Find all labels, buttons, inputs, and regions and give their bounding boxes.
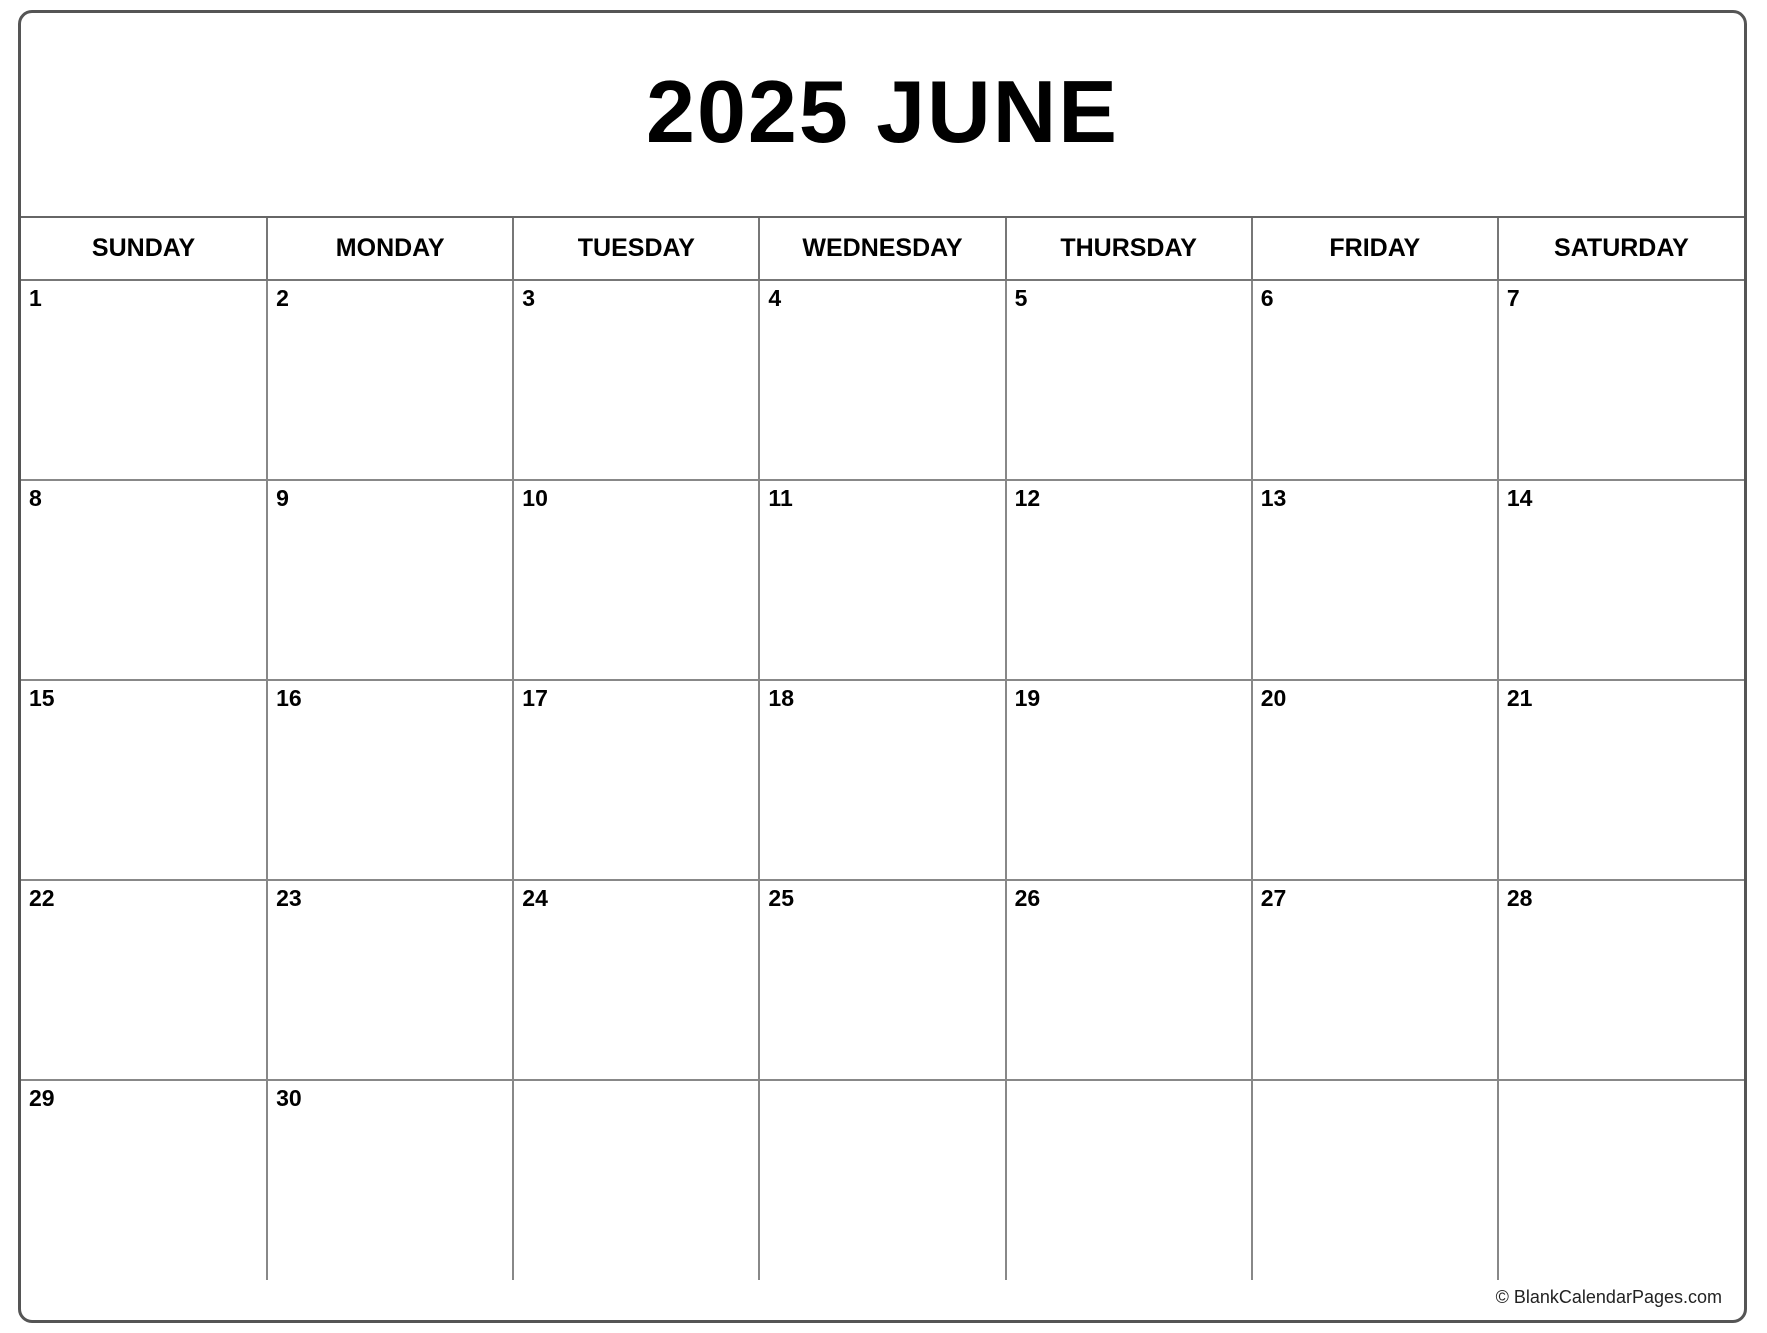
day-number: 24 (522, 885, 548, 911)
day-number: 17 (522, 685, 548, 711)
day-number: 9 (276, 485, 289, 511)
weekday-header-tuesday: TUESDAY (513, 218, 759, 280)
day-cell[interactable] (513, 480, 759, 680)
weekday-header-row (21, 218, 1744, 280)
day-cell[interactable] (759, 880, 1005, 1080)
calendar-title-bar (21, 13, 1744, 218)
day-cell[interactable] (1252, 680, 1498, 880)
day-number: 21 (1506, 685, 1533, 711)
weekday-header-wednesday: WEDNESDAY (759, 218, 1005, 280)
day-number: 14 (1506, 485, 1533, 511)
day-cell[interactable] (513, 880, 759, 1080)
day-number: 7 (1506, 285, 1520, 311)
day-cell[interactable] (1006, 680, 1252, 880)
calendar-grid (21, 218, 1744, 1280)
day-number: 8 (29, 485, 42, 511)
day-number: 19 (1014, 685, 1041, 711)
day-cell[interactable] (267, 280, 513, 480)
day-cell-empty[interactable] (1252, 1080, 1498, 1280)
weekday-header-sunday: SUNDAY (21, 218, 267, 280)
day-cell[interactable] (267, 480, 513, 680)
day-cell[interactable] (267, 880, 513, 1080)
day-number: 12 (1014, 485, 1041, 511)
day-cell[interactable] (1252, 280, 1498, 480)
day-number: 18 (768, 685, 795, 711)
weekday-header-saturday: SATURDAY (1498, 218, 1744, 280)
day-number: 11 (768, 485, 793, 511)
day-cell[interactable] (1498, 480, 1744, 680)
day-cell[interactable] (1498, 280, 1744, 480)
day-cell[interactable] (1498, 680, 1744, 880)
day-cell[interactable] (21, 480, 267, 680)
day-number: 16 (276, 685, 302, 711)
day-cell[interactable] (513, 680, 759, 880)
day-cell[interactable] (21, 680, 267, 880)
day-cell[interactable] (1252, 480, 1498, 680)
day-cell-empty[interactable] (1498, 1080, 1744, 1280)
day-number: 2 (276, 285, 289, 311)
day-cell[interactable] (1006, 480, 1252, 680)
day-cell[interactable] (267, 1080, 513, 1280)
day-cell[interactable] (21, 280, 267, 480)
day-number: 22 (29, 885, 55, 911)
day-number: 5 (1014, 285, 1028, 311)
page-title: 2025 JUNE (646, 61, 1119, 161)
day-cell[interactable] (21, 880, 267, 1080)
calendar-week-row (21, 280, 1744, 480)
day-number: 27 (1260, 885, 1287, 911)
calendar-week-row (21, 680, 1744, 880)
day-number: 6 (1260, 285, 1274, 311)
day-cell[interactable] (1498, 880, 1744, 1080)
day-cell[interactable] (267, 680, 513, 880)
day-number: 4 (768, 285, 782, 311)
day-cell[interactable] (21, 1080, 267, 1280)
day-number: 23 (276, 885, 302, 911)
weekday-header-friday: FRIDAY (1252, 218, 1498, 280)
weekday-header-monday: MONDAY (267, 218, 513, 280)
day-number: 13 (1260, 485, 1287, 511)
day-cell[interactable] (1252, 880, 1498, 1080)
day-cell[interactable] (759, 280, 1005, 480)
day-cell[interactable] (1006, 280, 1252, 480)
day-cell-empty[interactable] (759, 1080, 1005, 1280)
day-cell[interactable] (759, 480, 1005, 680)
day-number: 1 (29, 285, 42, 311)
day-number: 28 (1506, 885, 1533, 911)
day-cell-empty[interactable] (1006, 1080, 1252, 1280)
day-number: 15 (29, 685, 55, 711)
calendar-week-row (21, 880, 1744, 1080)
day-number: 30 (276, 1085, 302, 1111)
day-number: 3 (522, 285, 536, 311)
copyright-credit: © BlankCalendarPages.com (1495, 1287, 1722, 1307)
day-cell-empty[interactable] (513, 1080, 759, 1280)
weekday-header-thursday: THURSDAY (1006, 218, 1252, 280)
day-number: 25 (768, 885, 795, 911)
day-cell[interactable] (513, 280, 759, 480)
day-number: 26 (1014, 885, 1041, 911)
day-number: 20 (1260, 685, 1287, 711)
day-number: 29 (29, 1085, 55, 1111)
day-cell[interactable] (1006, 880, 1252, 1080)
calendar-week-row (21, 1080, 1744, 1280)
calendar-container (18, 10, 1747, 1323)
calendar-week-row (21, 480, 1744, 680)
day-cell[interactable] (759, 680, 1005, 880)
day-number: 10 (522, 485, 548, 511)
